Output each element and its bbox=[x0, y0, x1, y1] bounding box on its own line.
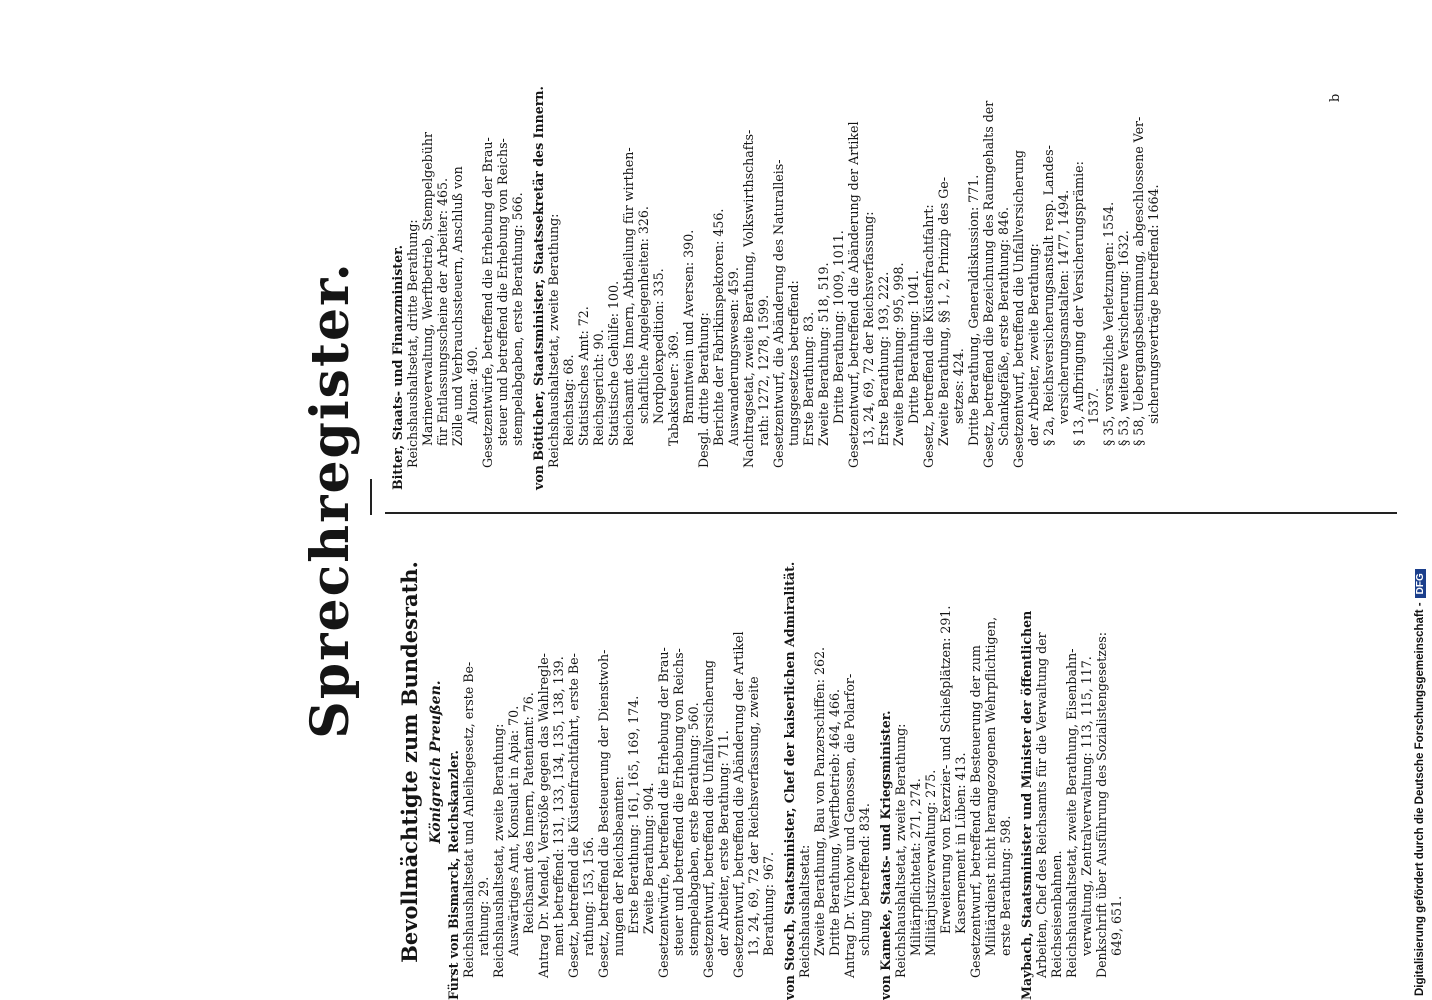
left-entry-line: Antrag Dr. Virchow und Genossen, die Polarfor- bbox=[842, 673, 857, 978]
right-entry-line: Reichshaushaltsetat, dritte Berathung: bbox=[405, 219, 420, 468]
right-entry-line: Dritte Berathung: 1009, 1011. bbox=[831, 230, 846, 424]
right-entry-line: tungsgesetzes betreffend: bbox=[786, 280, 801, 446]
section-heading: Bevollmächtigte zum Bundesrath. bbox=[397, 561, 422, 963]
right-entry-line: sicherungsverträge betreffend: 1664. bbox=[1146, 184, 1161, 424]
left-entry-line: Erste Berathung: 161, 165, 169, 174. bbox=[626, 695, 641, 934]
right-entry-line: Gesetz, betreffend die Küstenfrachtfahrt: bbox=[921, 204, 936, 468]
right-entry-line: 13, 24, 69, 72 der Reichsverfassung: bbox=[861, 211, 876, 446]
left-entry-line: ment betreffend: 131, 133, 134, 135, 138, 139. bbox=[551, 656, 566, 956]
right-entry-line: für Entlassungsscheine der Arbeiter: 465. bbox=[435, 177, 450, 446]
left-entry-line: Arbeiten, Chef des Reichsamts für die Verwaltung der bbox=[1034, 632, 1049, 978]
left-entry-line: Zweite Berathung: 904. bbox=[641, 782, 656, 934]
right-entry-line: Berichte der Fabrikinspektoren: 456. bbox=[711, 208, 726, 446]
right-entry-line: Nachtragsetat, zweite Berathung, Volkswirthschafts- bbox=[741, 129, 756, 468]
left-entry-line: verwaltung, Zentralverwaltung: 113, 115, 117. bbox=[1079, 656, 1094, 956]
left-entry-line: von Stosch, Staatsminister, Chef der kaiserlichen Admiralität. bbox=[782, 561, 797, 1000]
right-entry-line: Nordpolexpedition: 335. bbox=[651, 268, 666, 424]
right-entry-line: Dritte Berathung, Generaldiskussion: 771. bbox=[966, 174, 981, 446]
right-entry-line: § 53, weitere Versicherung: 1632. bbox=[1116, 230, 1131, 446]
left-entry-line: Erweiterung von Exerzier- und Schießplätzen: 291. bbox=[938, 605, 953, 934]
left-entry-line: schung betreffend: 834. bbox=[857, 803, 872, 956]
left-entry-line: von Kameke, Staats- und Kriegsminister. bbox=[878, 710, 893, 1000]
left-entries bbox=[446, 524, 1124, 1000]
left-entry-line: Reichsamt des Innern, Patentamt: 76. bbox=[521, 692, 536, 934]
right-entry-line: Bitter, Staats- und Finanzminister. bbox=[390, 245, 405, 490]
left-entry-line: Gesetzentwurf, betreffend die Unfallversicherung bbox=[701, 660, 716, 978]
left-entry-line: Maybach, Staatsminister und Minister der öffentlichen bbox=[1019, 610, 1034, 1000]
right-entry-line: Reichshaushaltsetat, zweite Berathung: bbox=[546, 213, 561, 468]
left-entry-line: Reichseisenbahnen. bbox=[1049, 850, 1064, 978]
right-entry-line: Tabaksteuer: 369. bbox=[666, 331, 681, 446]
left-entry-line: 649, 651. bbox=[1109, 895, 1124, 956]
dfg-logo: DFG bbox=[1415, 569, 1426, 598]
left-column bbox=[395, 524, 1124, 1000]
right-entry-line: Dritte Berathung: 1041. bbox=[906, 270, 921, 424]
left-entry-line: steuer und betreffend die Erhebung von Reichs- bbox=[671, 648, 686, 956]
left-entry-line: Denkschrift über Ausführung des Sozialistengesetzes: bbox=[1094, 632, 1109, 978]
right-entry-line: der Arbeiter, zweite Berathung: bbox=[1026, 243, 1041, 446]
left-entry-line: Gesetzentwürfe, betreffend die Erhebung der Brau- bbox=[656, 647, 671, 978]
right-entry-line: Altona: 490. bbox=[465, 346, 480, 424]
left-entry-line: rathung: 29. bbox=[476, 876, 491, 956]
right-entry-line: Erste Berathung: 83. bbox=[801, 311, 816, 446]
left-entry-line: Reichshaushaltsetat, zweite Berathung: bbox=[893, 723, 908, 978]
right-entry-line: Statistische Gehülfe: 100. bbox=[606, 280, 621, 446]
digitization-credit bbox=[1412, 6, 1432, 996]
right-entry-line: Zweite Berathung: 995, 998. bbox=[891, 262, 906, 446]
right-entry-line: Statistisches Amt: 72. bbox=[576, 306, 591, 446]
right-entry-line: § 58, Uebergangsbestimmung, abgeschlossene Ver- bbox=[1131, 116, 1146, 446]
right-entry-line: Auswanderungswesen: 459. bbox=[726, 267, 741, 446]
left-entry-line: erste Berathung: 598. bbox=[998, 815, 1013, 956]
left-entry-line: Fürst von Bismarck, Reichskanzler. bbox=[446, 750, 461, 1000]
right-entry-line: Gesetzentwurf, betreffend die Unfallversicherung bbox=[1011, 150, 1026, 468]
left-entry-line: Zweite Berathung, Bau von Panzerschiffen: 262. bbox=[812, 646, 827, 956]
left-entry-line: stempelabgaben, erste Berathung: 560. bbox=[686, 702, 701, 956]
left-entry-line: 13, 24, 69, 72 der Reichsverfassung, zweite bbox=[746, 676, 761, 956]
left-entry-line: Kasernement in Lüben: 413. bbox=[953, 752, 968, 934]
left-entry-line: Reichshaushaltsetat: bbox=[797, 844, 812, 978]
right-entry-line: Reichsgericht: 90. bbox=[591, 329, 606, 446]
right-entry-line: § 13, Aufbringung der Versicherungsprämie: bbox=[1071, 161, 1086, 446]
right-entry-line: 1537. bbox=[1086, 387, 1101, 424]
left-entry-line: Gesetzentwurf, betreffend die Besteuerung der zum bbox=[968, 645, 983, 978]
right-entry-line: schaftliche Angelegenheiten: 326. bbox=[636, 206, 651, 424]
right-entry-line: Zweite Berathung: 518, 519. bbox=[816, 262, 831, 446]
page-mark: b bbox=[1328, 93, 1343, 102]
right-entry-line: von Bötticher, Staatsminister, Staatssekretär des Innern. bbox=[531, 86, 546, 490]
left-entry-line: Dritte Berathung, Werftbetrieb: 464, 466. bbox=[827, 688, 842, 956]
right-entry-line: Desgl. dritte Berathung: bbox=[696, 312, 711, 468]
right-entry-line: steuer und betreffend die Erhebung von Reichs- bbox=[495, 138, 510, 446]
left-entry-line: Militärjustizverwaltung: 275. bbox=[923, 769, 938, 956]
left-entry-line: Reichshaushaltsetat und Anleihegesetz, erste Be- bbox=[461, 661, 476, 978]
right-entry-line: Gesetz, betreffend die Bezeichnung des Raumgehalts der bbox=[981, 100, 996, 468]
right-entry-line: Reichstag: 68. bbox=[561, 354, 576, 446]
left-entry-line: nungen der Reichsbeamten: bbox=[611, 776, 626, 956]
page-title: Sprechregister. bbox=[300, 261, 361, 739]
right-entry-line: Gesetzentwurf, betreffend die Abänderung der Artikel bbox=[846, 121, 861, 468]
credit-text: Digitalisierung gefördert durch die Deutsche Forschungsgemeinschaft - bbox=[1414, 602, 1426, 996]
right-entry-line: setzes: 424. bbox=[951, 348, 966, 424]
right-entry-line: stempelabgaben, erste Berathung: 566. bbox=[510, 192, 525, 446]
left-entry-line: Auswärtiges Amt, Konsulat in Apia: 70. bbox=[506, 705, 521, 956]
right-entry-line: Gesetzentwurf, die Abänderung des Naturalleis- bbox=[771, 159, 786, 468]
right-entry-line: Marineverwaltung, Werftbetrieb, Stempelgebühr bbox=[420, 132, 435, 446]
left-entry-line: Militärpflichtetat: 271, 274. bbox=[908, 778, 923, 956]
left-entry-line: rathung: 153, 156. bbox=[581, 836, 596, 956]
right-column bbox=[390, 20, 1161, 490]
right-entry-line: Zweite Berathung, §§ 1, 2, Prinzip des Ge- bbox=[936, 177, 951, 446]
right-entry-line: Erste Berathung: 193, 222. bbox=[876, 271, 891, 446]
right-entry-line: Schankgefäße, erste Berathung: 846. bbox=[996, 206, 1011, 446]
right-entries bbox=[390, 20, 1161, 490]
right-entry-line: rath: 1272, 1278, 1599. bbox=[756, 294, 771, 446]
left-entry-line: Gesetzentwurf, betreffend die Abänderung der Artikel bbox=[731, 631, 746, 978]
left-entry-line: Gesetz, betreffend die Besteuerung der Dienstwoh- bbox=[596, 649, 611, 978]
right-entry-line: Zölle und Verbrauchssteuern, Anschluß von bbox=[450, 166, 465, 446]
left-entry-line: Reichshaushaltsetat, zweite Berathung, Eisenbahn- bbox=[1064, 648, 1079, 978]
left-entry-line: Reichshaushaltsetat, zweite Berathung: bbox=[491, 723, 506, 978]
right-entry-line: Reichsamt des Innern, Abtheilung für wirthen- bbox=[621, 147, 636, 446]
kingdom-heading: Königreich Preußen. bbox=[428, 680, 444, 844]
column-divider bbox=[385, 512, 1397, 514]
left-entry-line: der Arbeiter, erste Berathung: 711. bbox=[716, 730, 731, 956]
right-entry-line: versicherungsanstalten: 1477, 1494. bbox=[1056, 189, 1071, 424]
right-entry-line: Branntwein und Aversen: 390. bbox=[681, 229, 696, 424]
right-entry-line: § 2a, Reichsversicherungsanstalt resp. Landes- bbox=[1041, 145, 1056, 446]
right-entry-line: § 35, vorsätzliche Verletzungen: 1554. bbox=[1101, 201, 1116, 446]
left-entry-line: Antrag Dr. Mendel, Verstöße gegen das Wahlregle- bbox=[536, 653, 551, 978]
left-entry-line: Gesetz, betreffend die Küstenfrachtfahrt, erste Be- bbox=[566, 653, 581, 978]
title-rule bbox=[370, 479, 372, 515]
left-entry-line: Berathung: 967. bbox=[761, 852, 776, 956]
right-entry-line: Gesetzentwürfe, betreffend die Erhebung der Brau- bbox=[480, 137, 495, 468]
left-entry-line: Militärdienst nicht herangezogenen Wehrpflichtigen, bbox=[983, 616, 998, 956]
